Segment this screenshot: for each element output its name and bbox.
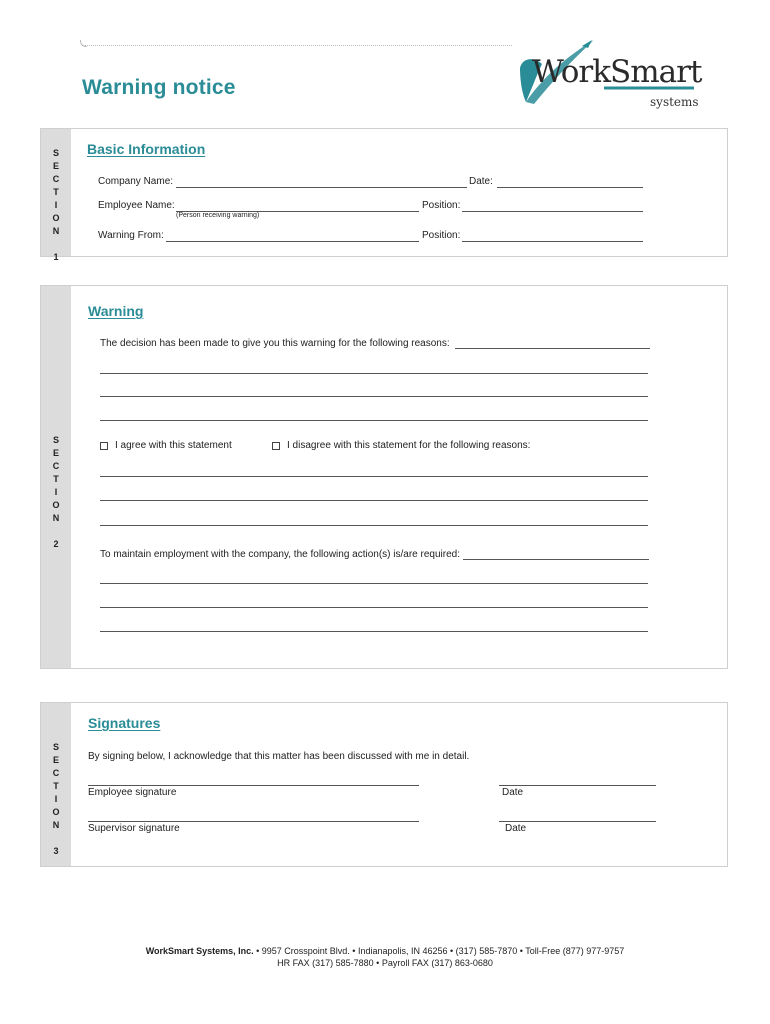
section-3-side-label: S E C T I O N 3 (52, 742, 60, 856)
actions-line[interactable] (100, 583, 648, 584)
actions-line[interactable] (100, 631, 648, 632)
employee-date-field[interactable] (499, 785, 656, 786)
date-field[interactable] (497, 187, 643, 188)
logo-wordmark: WorkSmart (532, 54, 702, 90)
actions-line[interactable] (100, 607, 648, 608)
agree-label: I agree with this statement (115, 440, 232, 451)
section-2-side-label: S E C T I O N 2 (52, 435, 60, 549)
reasons-line[interactable] (100, 420, 648, 421)
supervisor-date-label: Date (505, 823, 527, 834)
company-name-field[interactable] (176, 187, 467, 188)
disagree-line[interactable] (100, 525, 648, 526)
supervisor-signature-label: Supervisor signature (88, 823, 180, 834)
page-title: Warning notice (82, 76, 236, 99)
actions-label: To maintain employment with the company, the following action(s) is/are required: (100, 549, 460, 560)
employee-name-label: Employee Name: (98, 200, 175, 211)
disagree-line[interactable] (100, 500, 648, 501)
agree-checkbox[interactable] (100, 442, 108, 450)
warning-from-label: Warning From: (98, 230, 164, 241)
acknowledgement-text: By signing below, I acknowledge that this matter has been discussed with me in detail. (88, 751, 470, 762)
signatures-heading: Signatures (88, 715, 161, 731)
position-field[interactable] (462, 211, 643, 212)
reasons-line[interactable] (100, 396, 648, 397)
position-2-field[interactable] (462, 241, 643, 242)
disagree-checkbox[interactable] (272, 442, 280, 450)
employee-signature-field[interactable] (88, 785, 419, 786)
position-label: Position: (422, 200, 461, 211)
employee-date-label: Date (502, 787, 524, 798)
footer-line-2: HR FAX (317) 585-7880 • Payroll FAX (317) 863-0680 (277, 958, 493, 968)
reasons-field[interactable] (455, 348, 650, 349)
actions-field[interactable] (463, 559, 649, 560)
logo-subtitle: systems (650, 95, 699, 109)
basic-information-heading: Basic Information (87, 141, 206, 157)
worksmart-logo (512, 38, 702, 112)
section-signatures (40, 702, 728, 867)
disagree-label: I disagree with this statement for the following reasons: (287, 440, 531, 451)
top-rule (82, 45, 512, 46)
position-2-label: Position: (422, 230, 461, 241)
reasons-label: The decision has been made to give you this warning for the following reasons: (100, 338, 450, 349)
disagree-line[interactable] (100, 476, 648, 477)
footer-address: • 9957 Crosspoint Blvd. • Indianapolis, IN 46256 • (317) 585-7870 • Toll-Free (877) 977-9757 (253, 946, 625, 956)
footer-company: WorkSmart Systems, Inc. (145, 946, 254, 956)
company-name-label: Company Name: (98, 176, 174, 187)
section-1-side-label: S E C T I O N 1 (52, 148, 60, 262)
warning-heading: Warning (88, 303, 144, 319)
employee-hint: (Person receiving warning) (176, 212, 260, 219)
section-warning (40, 285, 728, 669)
warning-from-field[interactable] (166, 241, 419, 242)
footer-line-1 (0, 946, 770, 956)
section-basic-information (40, 128, 728, 262)
employee-signature-label: Employee signature (88, 787, 177, 798)
reasons-line[interactable] (100, 373, 648, 374)
date-label: Date: (469, 176, 493, 187)
supervisor-signature-field[interactable] (88, 821, 419, 822)
supervisor-date-field[interactable] (499, 821, 656, 822)
